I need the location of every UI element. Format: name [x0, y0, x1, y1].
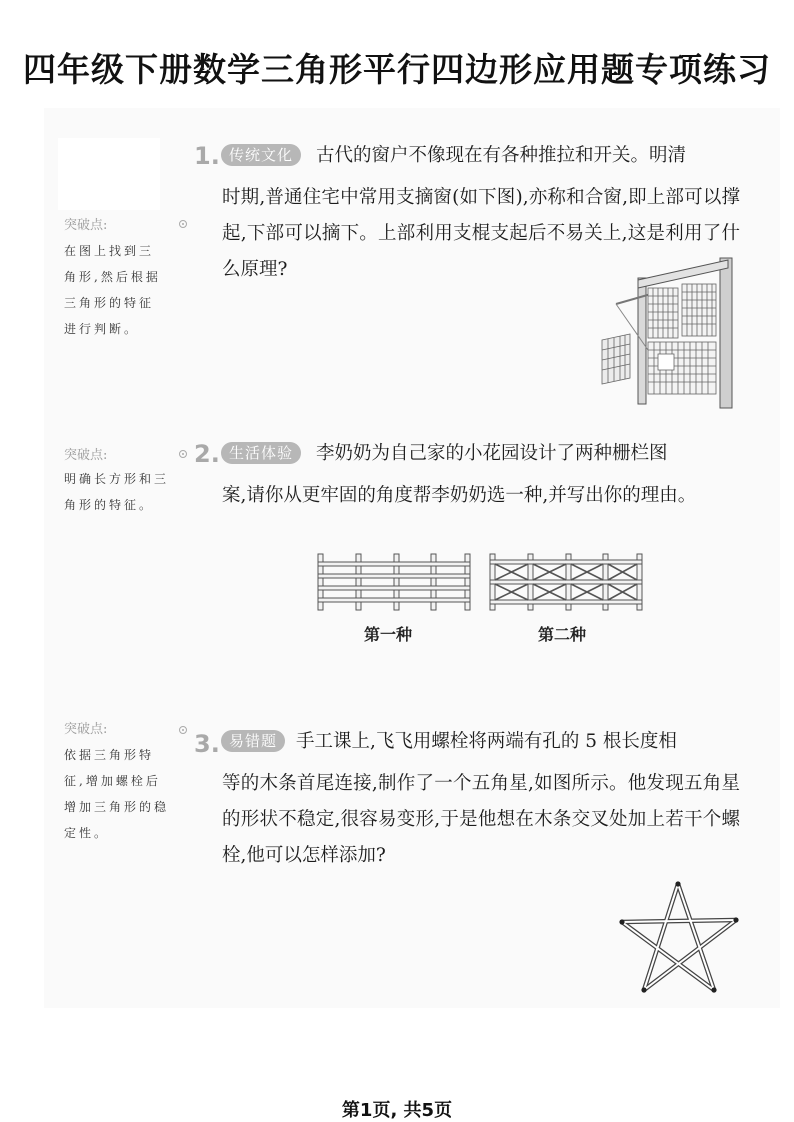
page-footer: 第1页, 共5页 [341, 1100, 453, 1121]
question-tag-2: 生活体验 [221, 442, 301, 464]
tip-body-3 [64, 742, 184, 846]
question-text-3: 等的木条首尾连接,制作了一个五角星,如图所示。他发现五角星的形状不稳定,很容易变形,于是他想在木条交叉处加上若干个螺栓,他可以怎样添加? [222, 773, 740, 866]
tip-line: 三角形的特征 [64, 296, 155, 310]
question-number-2: 2. [194, 440, 220, 468]
tip-line: 征,增加螺栓后 [64, 774, 161, 788]
fence-caption-2: 第二种 [538, 625, 587, 644]
tip-line: 角形,然后根据 [64, 270, 161, 284]
tip-heading-1: 突破点: [64, 218, 108, 233]
question-text-1-lead: 古代的窗户不像现在有各种推拉和开关。明清 [316, 145, 687, 166]
sidebar-blank-box [58, 138, 160, 210]
tip-line: 增加三角形的稳 [64, 800, 170, 814]
tip-line: 定性。 [64, 826, 110, 840]
tip-line: 角形的特征。 [64, 498, 155, 512]
tip-heading-3: 突破点: [64, 722, 108, 737]
fence-rectangle-illustration [316, 552, 472, 612]
tip-line: 进行判断。 [64, 322, 140, 336]
question-tag-1: 传统文化 [221, 144, 301, 166]
fence-caption-1: 第一种 [364, 625, 413, 644]
bullet-icon [179, 220, 187, 228]
bullet-icon [179, 450, 187, 458]
tip-body-1 [64, 238, 184, 342]
tip-body-2 [64, 466, 184, 518]
window-illustration [598, 250, 740, 410]
bullet-icon [179, 726, 187, 734]
question-tag-3: 易错题 [221, 730, 285, 752]
question-number-3: 3. [194, 730, 220, 758]
question-text-2-lead: 李奶奶为自己家的小花园设计了两种栅栏图 [316, 443, 668, 464]
tip-heading-2: 突破点: [64, 448, 108, 463]
question-number-1: 1. [194, 142, 220, 170]
tip-line: 明确长方形和三 [64, 472, 170, 486]
fence-triangle-illustration [488, 552, 644, 612]
question-text-3-lead: 手工课上,飞飞用螺栓将两端有孔的 5 根长度相 [296, 731, 677, 752]
question-text-2: 案,请你从更牢固的角度帮李奶奶选一种,并写出你的理由。 [222, 485, 697, 506]
page-title: 四年级下册数学三角形平行四边形应用题专项练习 [23, 50, 771, 89]
question-text-1: 时期,普通住宅中常用支摘窗(如下图),亦称和合窗,即上部可以撑起,下部可以摘下。上部利用支棍支起后不易关上,这是利用了什么原理? [222, 187, 740, 280]
tip-line: 依据三角形特 [64, 748, 155, 762]
star-illustration [618, 878, 742, 996]
tip-line: 在图上找到三 [64, 244, 155, 258]
